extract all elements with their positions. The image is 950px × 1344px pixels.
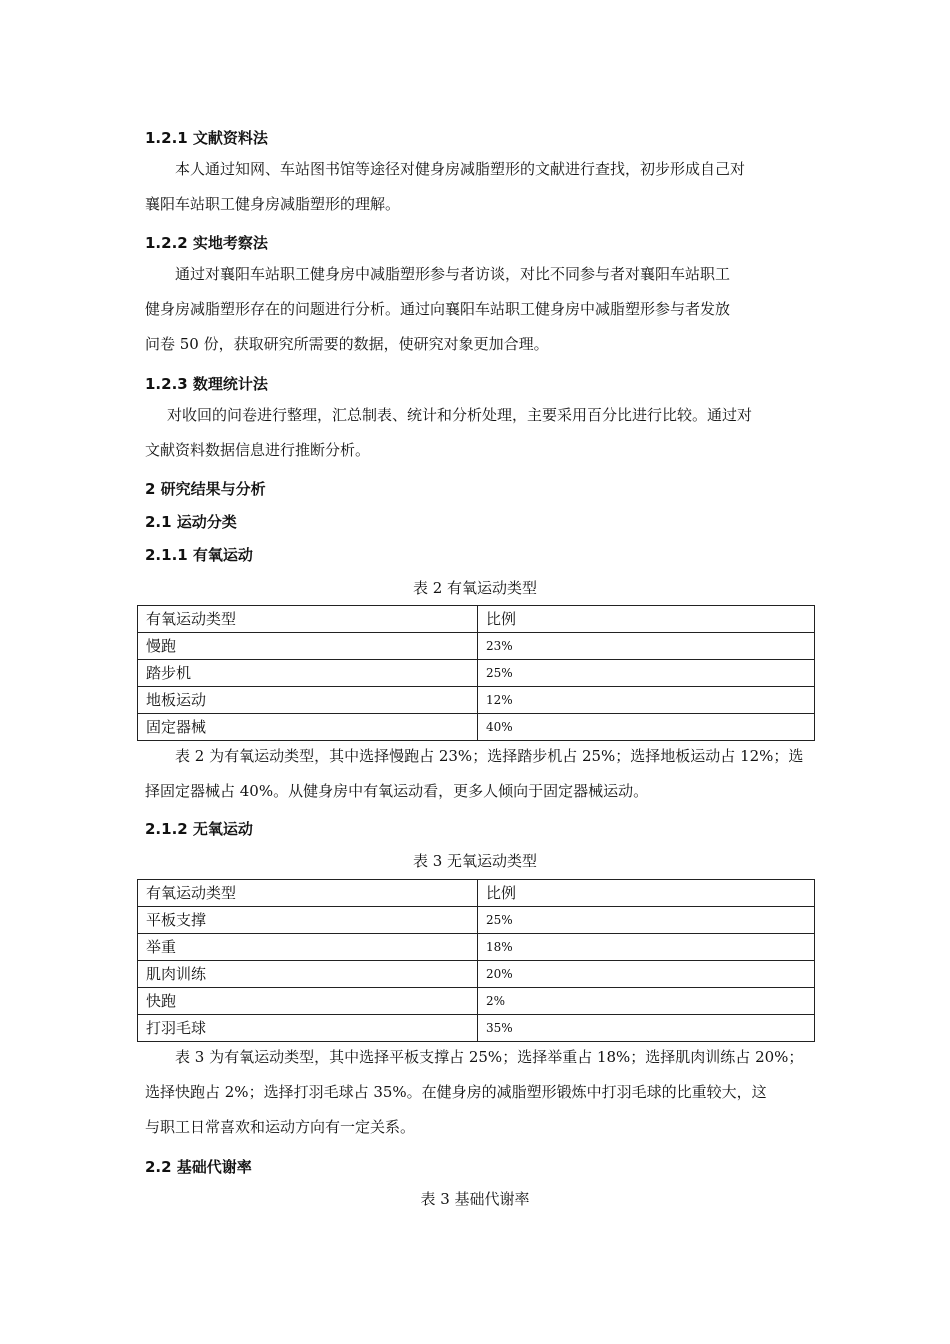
text-line: 通过对襄阳车站职工健身房中减脂塑形参与者访谈，对比不同参与者对襄阳车站职工 bbox=[175, 265, 731, 283]
header-cell: 比例 bbox=[478, 880, 815, 907]
cell-type: 肌肉训练 bbox=[138, 961, 478, 988]
paragraph-1-2-3 bbox=[145, 398, 809, 468]
heading-2-1-1: 2.1.1 有氧运动 bbox=[145, 546, 253, 564]
table-basal-metabolic-caption: 表 3 基础代谢率 bbox=[420, 1190, 530, 1208]
cell-type: 地板运动 bbox=[138, 687, 478, 714]
table-header-row bbox=[138, 606, 815, 633]
table-row bbox=[138, 1015, 815, 1042]
paragraph-2-1-2 bbox=[145, 1040, 809, 1145]
heading-2-1: 2.1 运动分类 bbox=[145, 513, 237, 531]
text-line: 对收回的问卷进行整理，汇总制表、统计和分析处理，主要采用百分比进行比较。通过对 bbox=[167, 406, 753, 424]
cell-type: 打羽毛球 bbox=[138, 1015, 478, 1042]
table-header-row bbox=[138, 880, 815, 907]
table-3-anaerobic bbox=[137, 879, 815, 1042]
cell-ratio: 18% bbox=[478, 934, 815, 961]
cell-type: 慢跑 bbox=[138, 633, 478, 660]
cell-ratio: 23% bbox=[478, 633, 815, 660]
cell-type: 踏步机 bbox=[138, 660, 478, 687]
heading-2-2: 2.2 基础代谢率 bbox=[145, 1158, 252, 1176]
cell-ratio: 12% bbox=[478, 687, 815, 714]
text-line: 文献资料数据信息进行推断分析。 bbox=[145, 441, 371, 459]
heading-2-1-2: 2.1.2 无氧运动 bbox=[145, 820, 253, 838]
table-2-aerobic bbox=[137, 605, 815, 741]
table-row bbox=[138, 660, 815, 687]
heading-2: 2 研究结果与分析 bbox=[145, 480, 266, 498]
cell-ratio: 25% bbox=[478, 907, 815, 934]
cell-ratio: 35% bbox=[478, 1015, 815, 1042]
text-line: 问卷 50 份，获取研究所需要的数据，使研究对象更加合理。 bbox=[145, 335, 549, 353]
heading-1-2-2: 1.2.2 实地考察法 bbox=[145, 234, 268, 252]
cell-type: 举重 bbox=[138, 934, 478, 961]
cell-ratio: 20% bbox=[478, 961, 815, 988]
table-row bbox=[138, 687, 815, 714]
text-line: 选择快跑占 2%；选择打羽毛球占 35%。在健身房的减脂塑形锻炼中打羽毛球的比重较大，这 bbox=[145, 1083, 767, 1101]
table-row bbox=[138, 714, 815, 741]
cell-type: 快跑 bbox=[138, 988, 478, 1015]
text-line: 本人通过知网、车站图书馆等途径对健身房减脂塑形的文献进行查找，初步形成自己对 bbox=[175, 160, 746, 178]
table-row bbox=[138, 961, 815, 988]
paragraph-2-1-1 bbox=[145, 739, 809, 809]
cell-ratio: 40% bbox=[478, 714, 815, 741]
text-line: 表 2 为有氧运动类型，其中选择慢跑占 23%；选择踏步机占 25%；选择地板运动占 12%；选 bbox=[175, 747, 804, 765]
table-row bbox=[138, 988, 815, 1015]
heading-1-2-3: 1.2.3 数理统计法 bbox=[145, 375, 268, 393]
table-row bbox=[138, 633, 815, 660]
cell-ratio: 25% bbox=[478, 660, 815, 687]
paragraph-1-2-2 bbox=[145, 257, 809, 362]
text-line: 与职工日常喜欢和运动方向有一定关系。 bbox=[145, 1118, 416, 1136]
heading-1-2-1: 1.2.1 文献资料法 bbox=[145, 129, 268, 147]
text-line: 择固定器械占 40%。从健身房中有氧运动看，更多人倾向于固定器械运动。 bbox=[145, 782, 649, 800]
table-3-caption: 表 3 无氧运动类型 bbox=[412, 852, 538, 870]
text-line: 表 3 为有氧运动类型，其中选择平板支撑占 25%；选择举重占 18%；选择肌肉训练占 20%； bbox=[175, 1048, 804, 1066]
table-2-caption: 表 2 有氧运动类型 bbox=[412, 579, 538, 597]
table-row bbox=[138, 907, 815, 934]
cell-ratio: 2% bbox=[478, 988, 815, 1015]
header-cell: 比例 bbox=[478, 606, 815, 633]
header-cell: 有氧运动类型 bbox=[138, 880, 478, 907]
paragraph-1-2-1 bbox=[145, 152, 809, 222]
cell-type: 平板支撑 bbox=[138, 907, 478, 934]
header-cell: 有氧运动类型 bbox=[138, 606, 478, 633]
text-line: 襄阳车站职工健身房减脂塑形的理解。 bbox=[145, 195, 401, 213]
text-line: 健身房减脂塑形存在的问题进行分析。通过向襄阳车站职工健身房中减脂塑形参与者发放 bbox=[145, 300, 731, 318]
cell-type: 固定器械 bbox=[138, 714, 478, 741]
table-row bbox=[138, 934, 815, 961]
